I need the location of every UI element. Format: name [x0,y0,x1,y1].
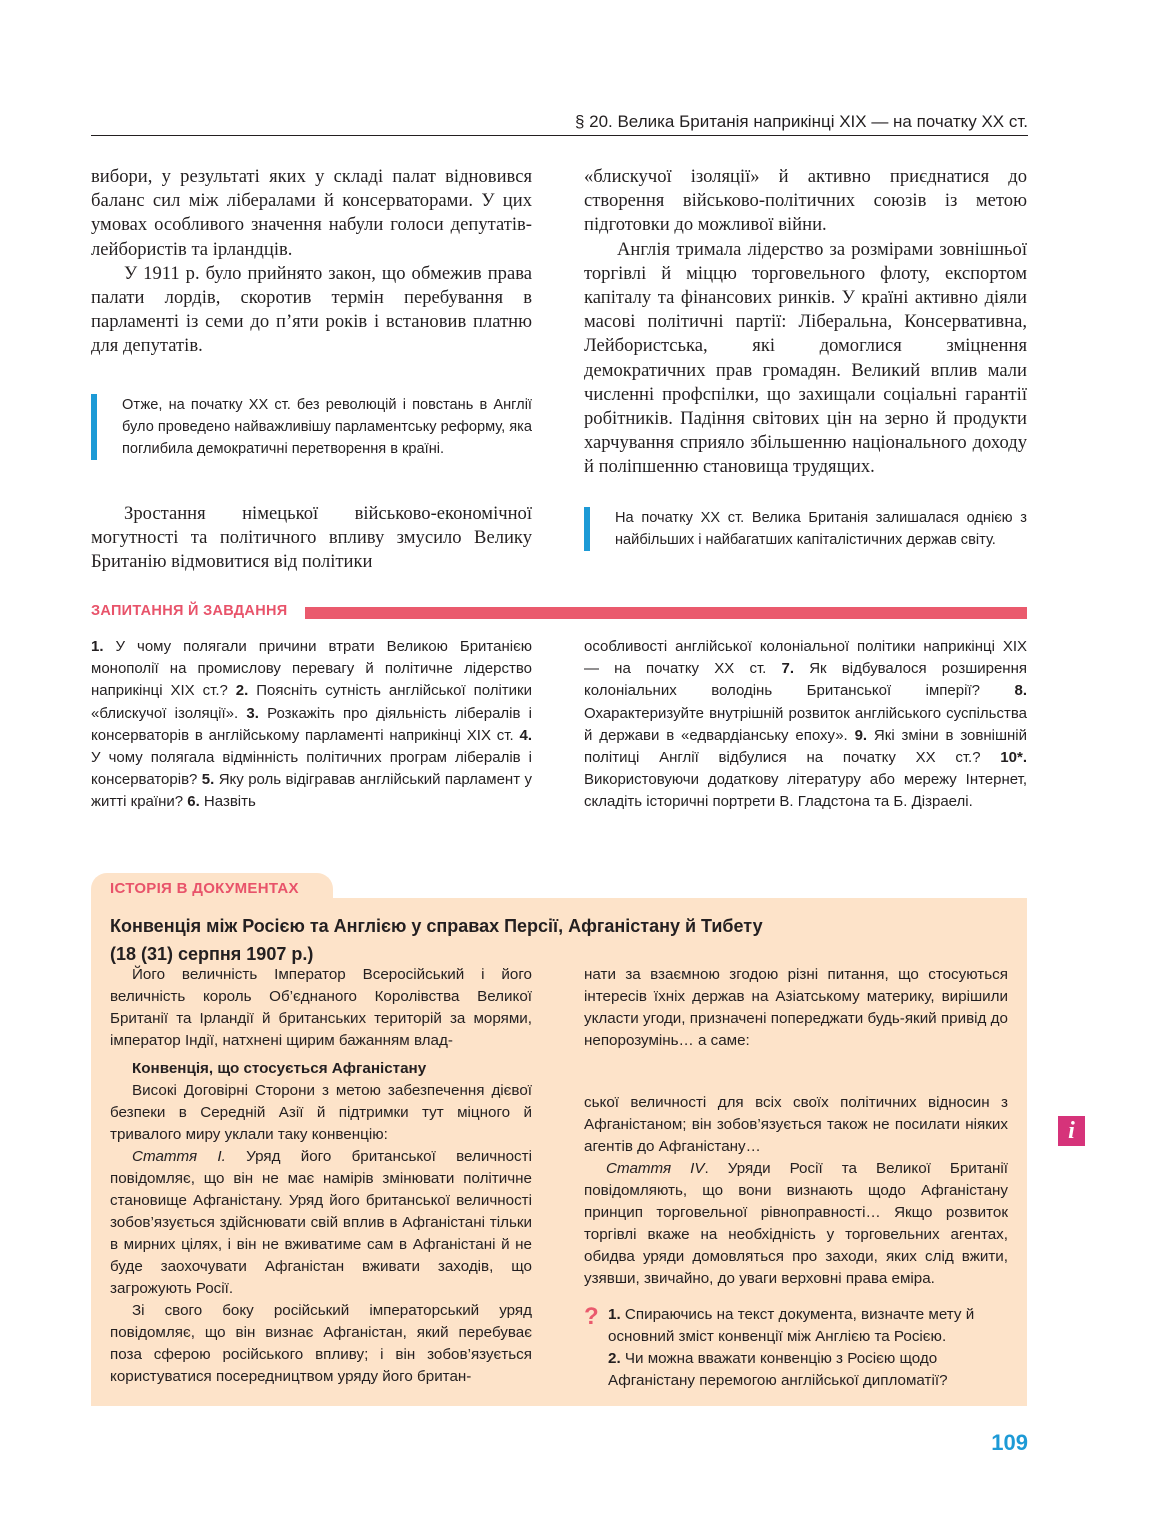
question-text: Охарактеризуйте внутрішній розвиток англійського суспільства й держави в «едвардіанську епоху». [584,704,1027,744]
question-text: Назвіть [199,793,256,811]
paragraph: Англія тримала лідерство за розмірами зовнішньої торгівлі й міццю торговельного флоту, експортом капіталу та фінансових ринків. У країні активно діяли масові політичні партії: Ліберальна, Консервативна, Лейбористська, які домоглися зміцнення демократичних прав громадян. Великий вплив мали численні профспілки, що захищали соціальні гарантії робітників. Падіння світових цін на зерно й продукти харчування сприяло збільшенню національного доходу й поліпшенню становища трудящих. [584,238,1027,478]
question-number: 1. [608,1306,621,1323]
question-number: 9. [854,726,868,744]
paragraph: Зростання німецької військово-економічної могутності та політичного впливу змусило Велику Британію відмовитися від політики [91,503,532,573]
paragraph: вибори, у результаті яких у складі палат відновився баланс сил між лібералами й консерваторами. У цих умовах особливого значення набули голоси депутатів-лейбористів та ірландців. [91,166,532,260]
question-number: 2. [608,1350,621,1367]
document-paragraph: Його величність Імператор Всеросійський і його величність король Об’єднаного Королівства Великої Британії та Ірландії й британських територій за морями, імператор Індії, натхнені щирим бажанням влад- [110,966,532,1049]
question-number: 8. [1014,682,1027,700]
question-number: 7. [781,660,795,678]
page-number: 109 [991,1430,1028,1455]
document-subheading: Конвенція, що стосується Афганістану [132,1060,427,1077]
question-number: 3. [246,704,259,722]
question-text: Як відбувалося розширення колоніальних володінь Британської імперії? [584,660,1027,700]
questions-heading-bar [305,607,1027,619]
question-text: У чому полягали причини втрати Великою Британією монополії на промислову перевагу й політичне лідерство наприкінці XIX ст.? [91,638,532,700]
document-paragraph: нати за взаємною згодою різні питання, що стосуються інтересів їхніх держав на Азіатському материку, вирішили укласти угоди, призначені попереджати будь-який привід до непорозумінь… а саме: [584,966,1008,1049]
question-number: 4. [519,726,532,744]
question-number: 10*. [1000,749,1027,767]
document-question [608,1304,1008,1348]
question-number: 1. [91,638,104,655]
left-column-continued [91,502,532,575]
question-text: Яку роль відігравав англійський парламент у житті країни? [91,771,532,811]
question-text: особливості англійської колоніальної політики наприкінці XIX — на початку XX ст. [584,638,1027,678]
question-text: Використовуючи додаткову літературу або мережу Інтернет, складіть історичні портрети В. Гладстона та Б. Дізраелі. [584,771,1027,811]
article-text: . Уряди Росії та Великої Британії повідомляють, що вони визнають щодо Афганістану принцип торговельної рівноправності… Якщо розвиток торгівлі вкаже на необхідність у торговельних агентах, обидва уряди домовляться про заходи, яких слід вжити, узявши, звичайно, до уваги верховні права еміра. [584,1160,1008,1287]
document-paragraph: Високі Договірні Сторони з метою забезпечення дієвої безпеки в Середній Азії й підтримки тут міцного й тривалого миру уклали таку конвенцію: [110,1082,532,1143]
document-article-1 [110,1146,532,1300]
question-text: Розкажіть про діяльність лібералів і консерваторів в англійському парламенті наприкінці XIX ст. [91,704,533,744]
question-icon: ? [584,1303,599,1330]
document-tab-label: ІСТОРІЯ В ДОКУМЕНТАХ [110,880,299,897]
questions-heading: ЗАПИТАННЯ Й ЗАВДАННЯ [91,603,288,619]
question-number: 2. [235,682,249,700]
question-text: Які зміни в зовнішній політиці Англії відбулися на початку XX ст.? [584,726,1028,767]
paragraph: У 1911 р. було прийнято закон, що обмежив права палати лордів, скоротив термін перебування в парламенті із семи до п’яти років і встановив платню для депутатів. [91,262,532,357]
article-label: Стаття I. [132,1148,226,1165]
document-date-line: (18 (31) серпня 1907 р.) [110,944,314,964]
callout-text: Отже, на початку XX ст. без революцій і повстань в Англії було проведено найважливішу парламентську реформу, яка поглибила демократичні перетворення в країні. [122,397,532,457]
question-text: У чому полягала відмінність політичних програм лібералів і консерваторів? [91,749,532,789]
document-question [608,1348,1008,1392]
info-icon: i [1058,1116,1085,1146]
questions-left [91,636,532,814]
left-column [91,165,532,359]
callout-text: На початку XX ст. Велика Британія залишалася однією з найбільших і найбагатших капіталістичних держав світу. [615,510,1027,548]
question-text: Поясніть сутність англійської політики «блискучої ізоляції». [91,682,532,722]
document-paragraph: Зі свого боку російський імператорський уряд повідомляє, що він визнає Афганістан, який перебуває поза сферою російського впливу; і він зобов’язується користуватися посередництвом уряду його британ- [110,1302,532,1385]
document-questions [608,1304,1008,1392]
question-text: Спираючись на текст документа, визначте мету й основний зміст конвенції між Англією та Росією. [608,1306,975,1345]
document-paragraph: ської величності для всіх своїх політичних відносин з Афганістаном; він зобов’язується також не посилати ніяких агентів до Афганістану… [584,1094,1008,1155]
document-title [110,912,1010,968]
running-header: § 20. Велика Британія наприкінці XIX — на початку XX ст. [574,112,1028,131]
questions-right [584,636,1027,814]
header-divider [91,135,1028,136]
question-number: 6. [187,793,200,811]
paragraph: «блискучої ізоляції» й активно приєднатися до створення військово-політичних союзів із метою підготовки до можливої війни. [584,166,1027,236]
article-label: Стаття IV [606,1160,705,1177]
document-title-line: Конвенція між Росією та Англією у справах Персії, Афганістану й Тибету [110,916,763,936]
document-left-column [110,964,532,1388]
question-number: 5. [201,771,215,789]
question-text: Чи можна вважати конвенцію з Росією щодо Афганістану перемогою англійської дипломатії? [608,1350,948,1389]
summary-callout [584,507,1027,551]
right-column [584,165,1027,480]
summary-callout [91,394,532,460]
document-article-4 [584,1158,1008,1290]
article-text: Уряд його британської величності повідомляє, що він не має намірів змінювати політичне становище Афганістану. Уряд його британської величності зобов’язується здійснювати свій вплив в Афганістані тільки в мирних цілях, і він не вживатиме сам в Афганістані й не буде заохочувати Афганістан вживати заходів, що загрожують Росії. [110,1148,532,1297]
document-right-column [584,964,1008,1290]
